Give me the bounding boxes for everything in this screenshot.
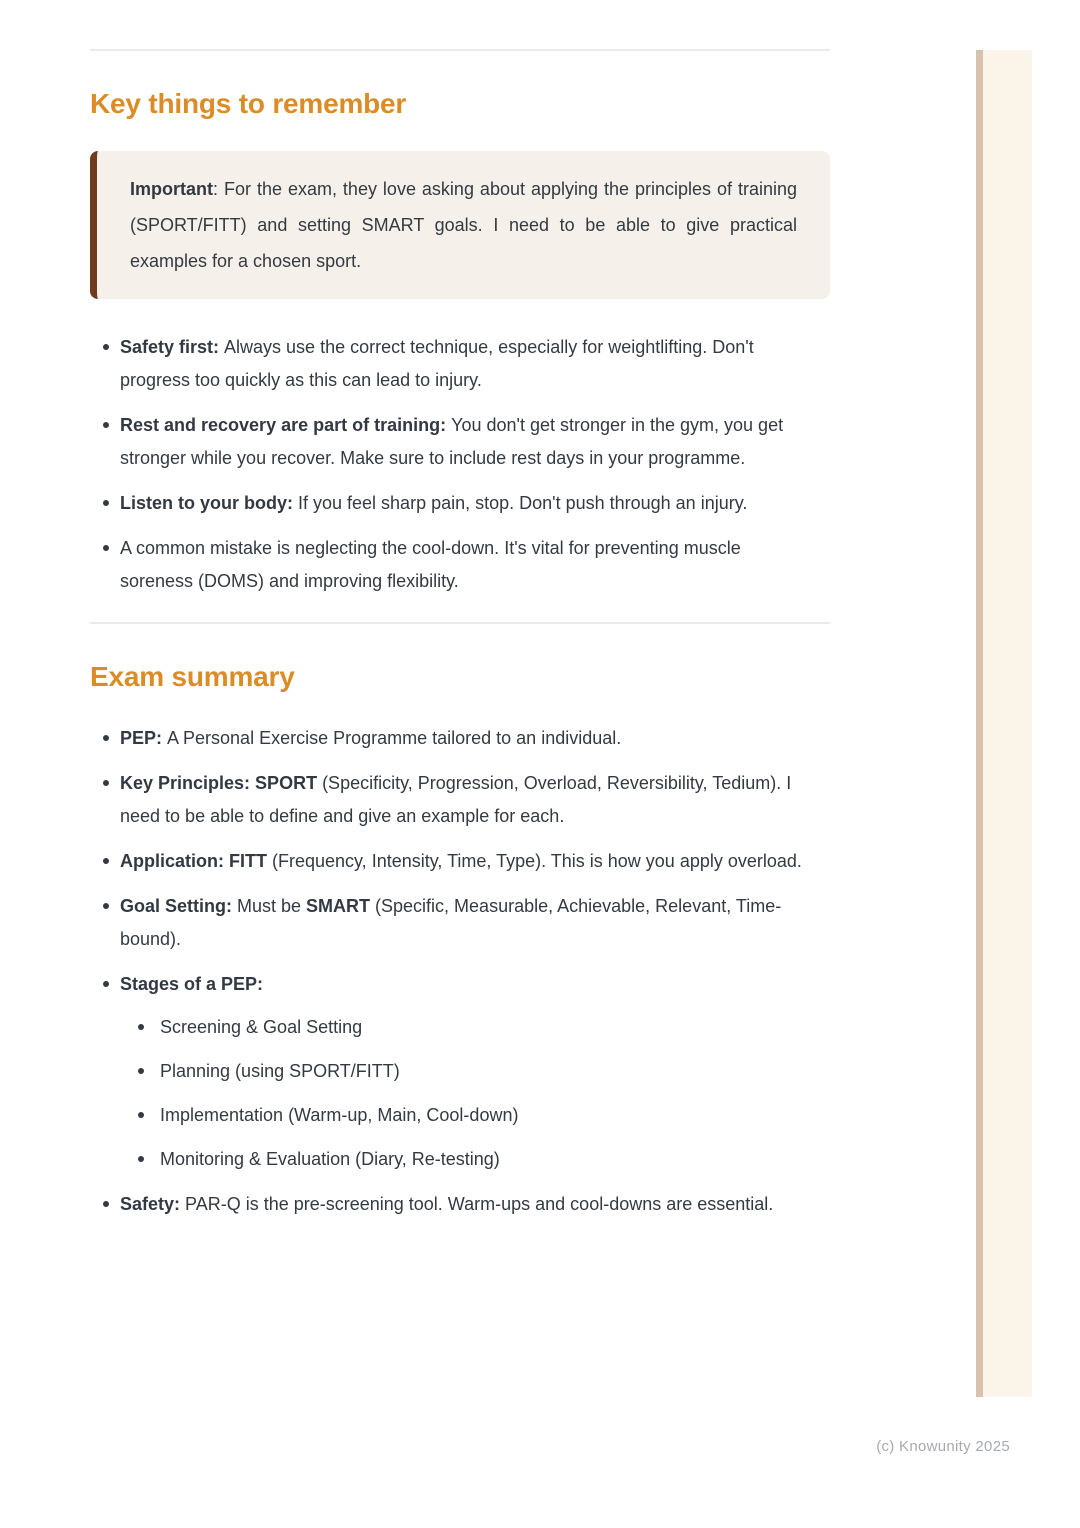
callout-body: : For the exam, they love asking about applying the principles of training (SPORT/FITT) and setting SMART goals. I need to be able to give practical examples for a chosen sport. [130, 179, 797, 271]
list-item [90, 409, 830, 475]
bullet-icon [103, 1201, 109, 1207]
list-item-lead: Stages of a PEP: [120, 974, 264, 994]
section-divider [90, 622, 830, 624]
sub-list-item-text: Planning (using SPORT/FITT) [160, 1061, 400, 1081]
list-item-lead: Safety: [120, 1194, 186, 1214]
list-item-lead: Rest and recovery are part of training: [120, 415, 452, 435]
list-item-stages [90, 968, 830, 1176]
list-item [90, 845, 830, 878]
bullet-icon [103, 545, 109, 551]
list-item [90, 532, 830, 598]
sub-list-item [120, 1011, 816, 1044]
list-item-lead: Application: FITT [120, 851, 272, 871]
bullet-icon [138, 1112, 144, 1118]
bullet-icon [138, 1156, 144, 1162]
stages-sublist [120, 1011, 816, 1176]
bullet-icon [103, 500, 109, 506]
list-item-text: A Personal Exercise Programme tailored to an individual. [167, 728, 622, 748]
list-item [90, 767, 830, 833]
bullet-icon [138, 1068, 144, 1074]
bullet-icon [103, 780, 109, 786]
list-item [90, 331, 830, 397]
list-item-text: (Specificity, Progression, Overload, Reversibility, Tedium). I need to be able to define and give an example for each. [120, 773, 792, 826]
section-divider [90, 49, 830, 51]
list-item [90, 890, 830, 956]
list-item-text: You don't get stronger in the gym, you get stronger while you recover. Make sure to include rest days in your programme. [120, 415, 784, 468]
exam-summary-list [90, 722, 830, 1221]
list-item-lead: Key Principles: SPORT [120, 773, 323, 793]
bullet-icon [103, 735, 109, 741]
callout-label: Important [130, 179, 213, 199]
bullet-icon [103, 981, 109, 987]
list-item-text: If you feel sharp pain, stop. Don't push through an injury. [298, 493, 748, 513]
list-item-lead: Safety first: [120, 337, 225, 357]
document-content [90, 0, 830, 1233]
sub-list-item [120, 1143, 816, 1176]
list-item-text: (Frequency, Intensity, Time, Type). This is how you apply overload. [271, 851, 802, 871]
heading-exam-summary: Exam summary [90, 661, 295, 692]
list-item-lead: Listen to your body: [120, 493, 298, 513]
list-item-text: Must be [237, 896, 307, 916]
list-item [90, 722, 830, 755]
sub-list-item [120, 1055, 816, 1088]
bullet-icon [103, 344, 109, 350]
bullet-icon [103, 903, 109, 909]
list-item [90, 487, 830, 520]
list-item-emphasis: SMART [306, 896, 371, 916]
list-item-lead: PEP: [120, 728, 168, 748]
page-edge-decoration [976, 50, 1032, 1397]
list-item-text: Always use the correct technique, especially for weightlifting. Don't progress too quickly as this can lead to injury. [120, 337, 754, 390]
bullet-icon [103, 422, 109, 428]
list-item-text: PAR-Q is the pre-screening tool. Warm-ups and cool-downs are essential. [185, 1194, 774, 1214]
sub-list-item-text: Monitoring & Evaluation (Diary, Re-testing) [160, 1149, 500, 1169]
bullet-icon [103, 858, 109, 864]
heading-key-things: Key things to remember [90, 88, 407, 119]
list-item-text: (Specific, Measurable, Achievable, Relevant, Time-bound). [120, 896, 782, 949]
key-things-list [90, 331, 830, 598]
important-callout [90, 151, 830, 299]
sub-list-item-text: Screening & Goal Setting [160, 1017, 363, 1037]
callout-text [130, 171, 797, 279]
sub-list-item-text: Implementation (Warm-up, Main, Cool-down) [160, 1105, 519, 1125]
list-item [90, 1188, 830, 1221]
list-item-text: A common mistake is neglecting the cool-down. It's vital for preventing muscle soreness (DOMS) and improving flexibility. [120, 538, 741, 591]
bullet-icon [138, 1024, 144, 1030]
copyright-footer: (c) Knowunity 2025 [876, 1438, 1010, 1455]
list-item-lead: Goal Setting: [120, 896, 237, 916]
sub-list-item [120, 1099, 816, 1132]
